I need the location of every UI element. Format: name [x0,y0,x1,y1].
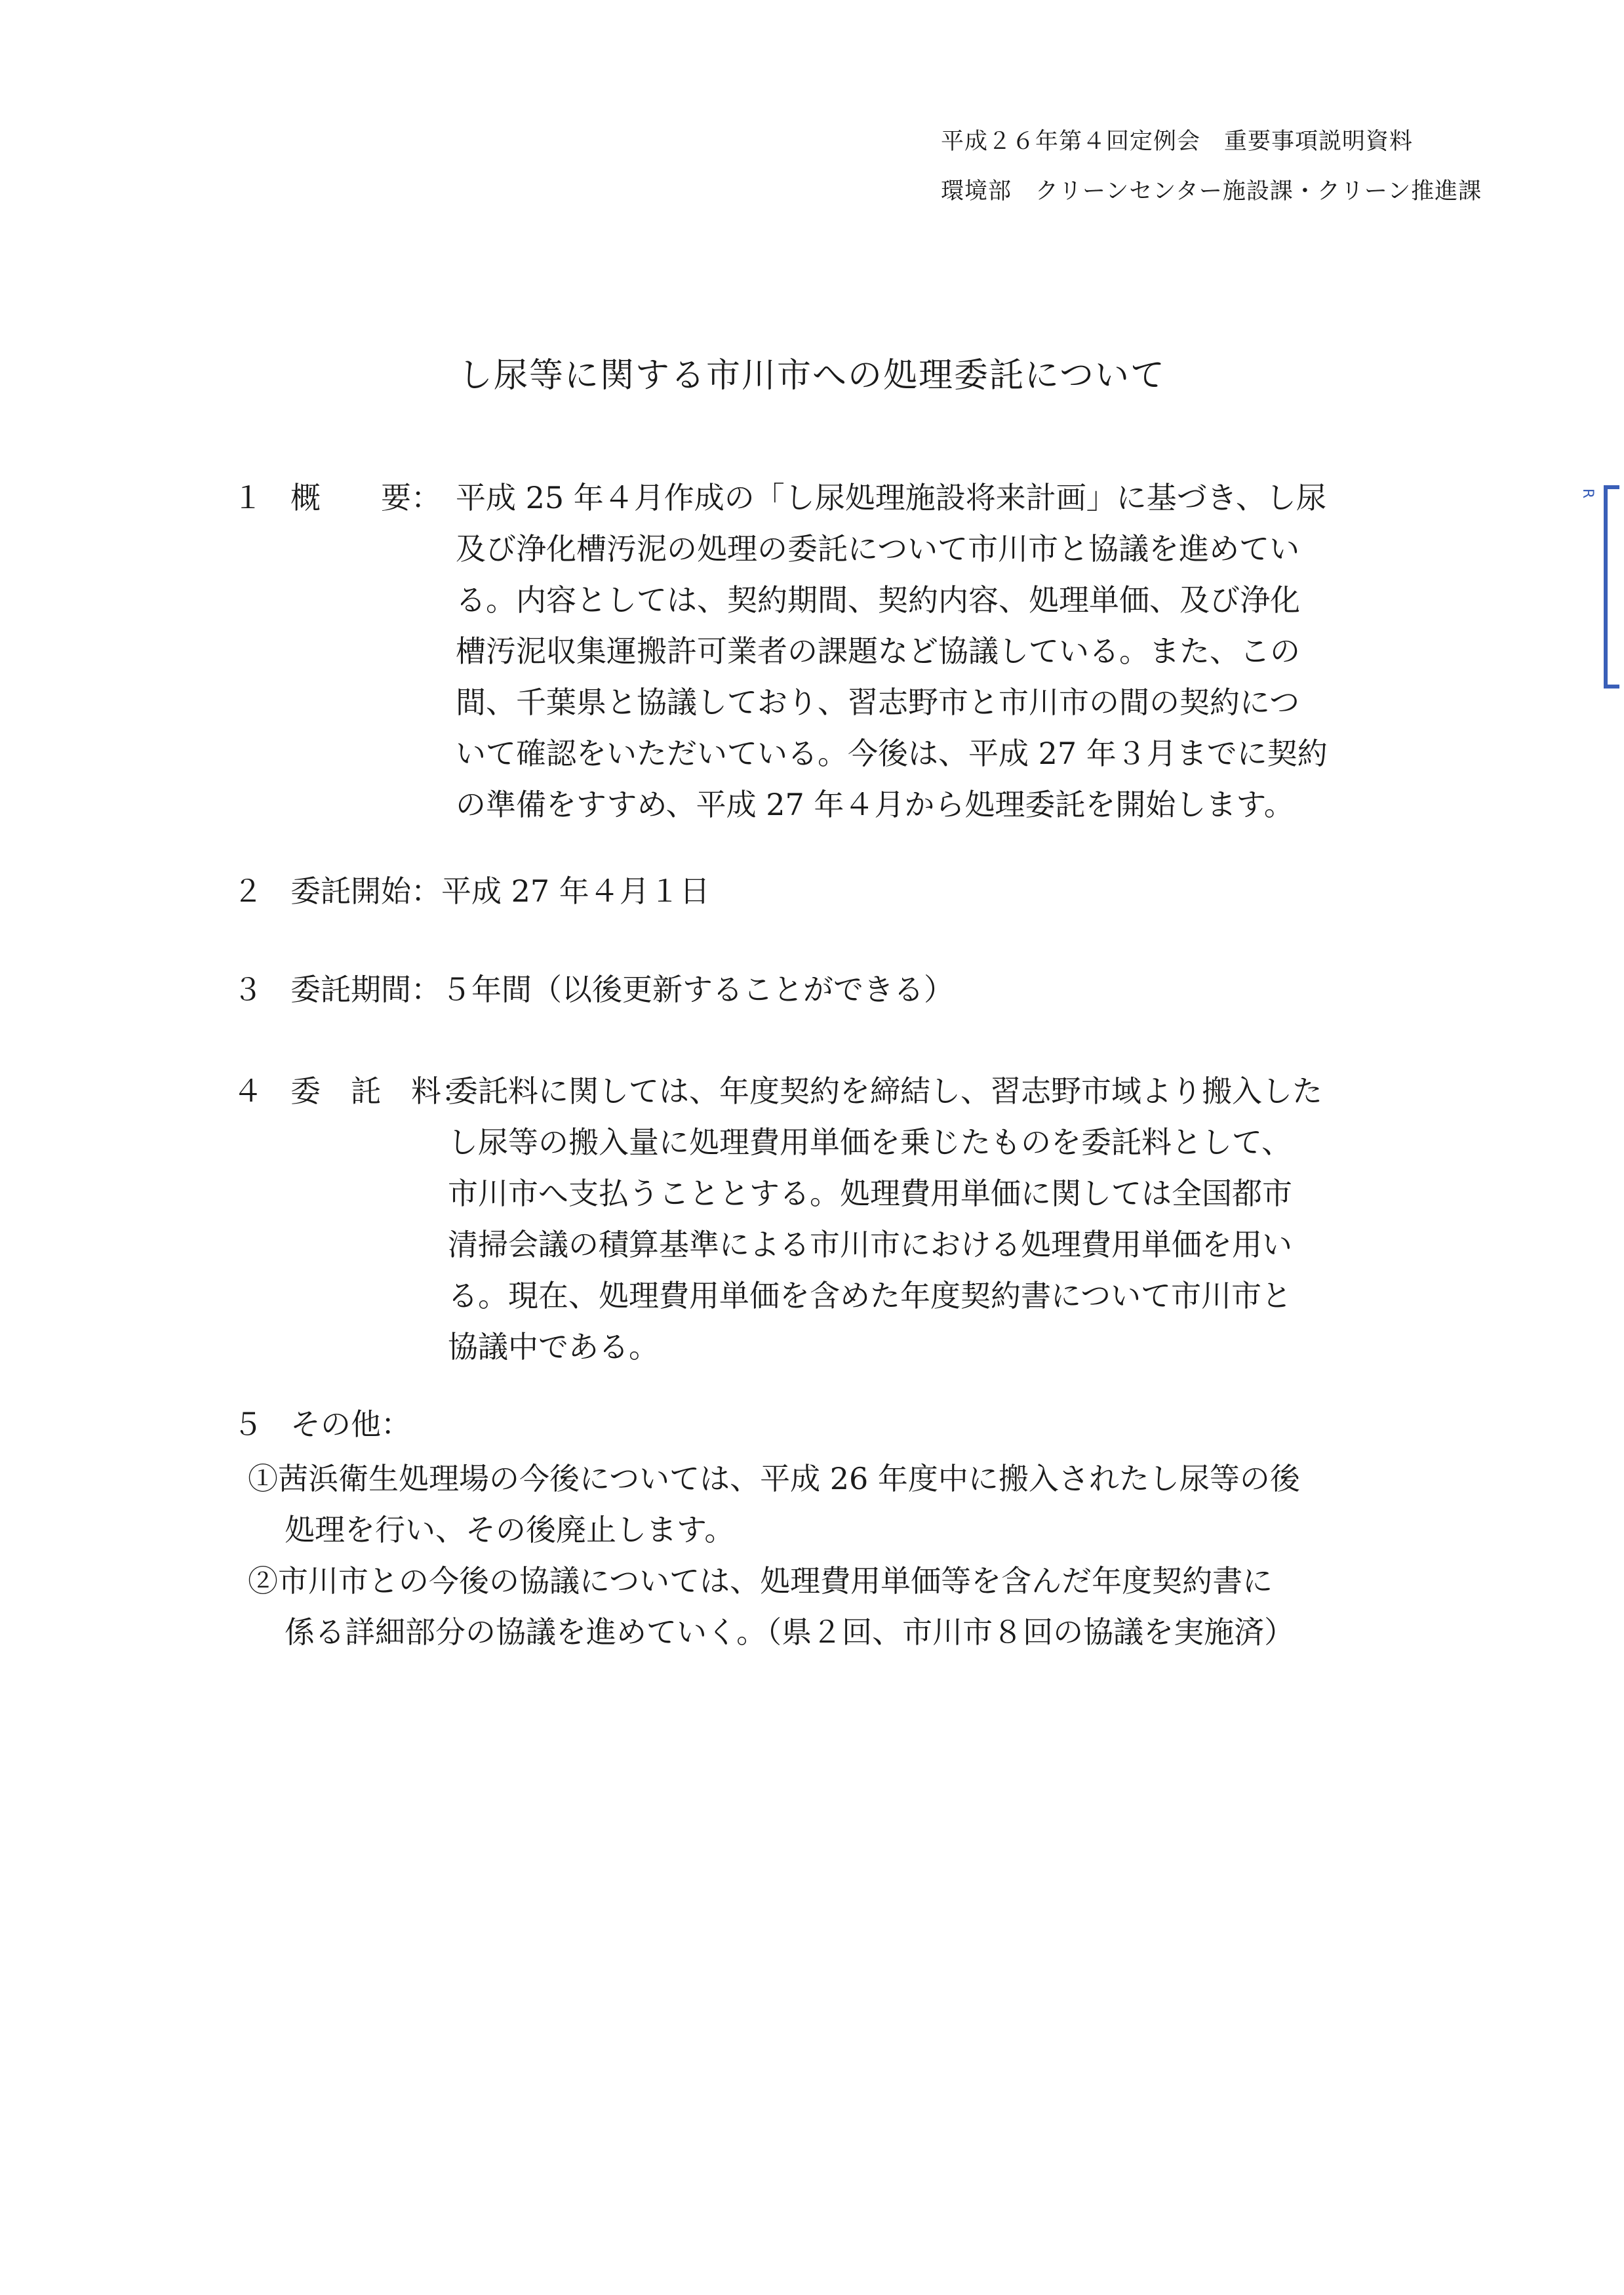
body-line: 清掃会議の積算基準による市川市における処理費用単価を用い [448,1227,1292,1262]
body-line: 間、千葉県と協議しており、習志野市と市川市の間の契約につ [456,685,1300,720]
binder-edge-mark [1604,485,1619,688]
body-line: 槽汚泥収集運搬許可業者の課題など協議している。また、この [456,633,1300,669]
body-line: 平成 25 年４月作成の「し尿処理施設将来計画」に基づき、し尿 [456,480,1326,515]
section-body [456,472,1328,830]
section-number: ４ [233,1073,263,1109]
body-line: 市川市へ支払うこととする。処理費用単価に関しては全国都市 [448,1176,1292,1211]
item-line: ①茜浜衛生処理場の今後については、平成 26 年度中に搬入されたし尿等の後 [248,1461,1300,1496]
item-line-continued: 処理を行い、その後廃止します。 [285,1512,735,1547]
other-item [248,1453,1300,1555]
meeting-reference: 平成２６年第４回定例会 重要事項説明資料 [941,129,1414,155]
section-label: 委 託 料： [290,1073,471,1109]
body-line: 協議中である。 [448,1329,659,1365]
other-item [248,1555,1294,1658]
department-name: 環境部 クリーンセンター施設課・クリーン推進課 [941,178,1482,205]
section-number: １ [233,480,263,515]
body-line: し尿等の搬入量に処理費用単価を乗じたものを委託料として、 [448,1125,1292,1160]
body-line: る。内容としては、契約期間、契約内容、処理単価、及び浄化 [456,582,1300,618]
body-line: 及び浄化槽汚泥の処理の委託について市川市と協議を進めてい [456,531,1300,567]
section-number: ３ [233,972,263,1007]
edge-letter: R [1579,488,1596,499]
section-number: ５ [233,1407,263,1442]
document-title: し尿等に関する市川市への処理委託について [458,356,1166,395]
body-line: る。現在、処理費用単価を含めた年度契約書について市川市と [448,1278,1292,1313]
section-label: 委託期間：５年間（以後更新することができる） [290,972,954,1007]
item-line-continued: 係る詳細部分の協議を進めていく。（県２回、市川市８回の協議を実施済） [285,1614,1295,1650]
section-label: 概 要： [290,480,441,515]
document-header [941,117,1482,216]
item-line: ②市川市との今後の協議については、処理費用単価等を含んだ年度契約書に [248,1563,1273,1599]
section-number: ２ [233,873,263,909]
body-line: いて確認をいただいている。今後は、平成 27 年３月までに契約 [456,736,1328,771]
body-line: の準備をすすめ、平成 27 年４月から処理委託を開始します。 [456,787,1294,822]
section-label: その他： [290,1407,411,1442]
section-label: 委託開始：平成 27 年４月１日 [290,873,710,909]
body-line: 委託料に関しては、年度契約を締結し、習志野市域より搬入した [448,1073,1322,1109]
section-body [448,1066,1322,1372]
